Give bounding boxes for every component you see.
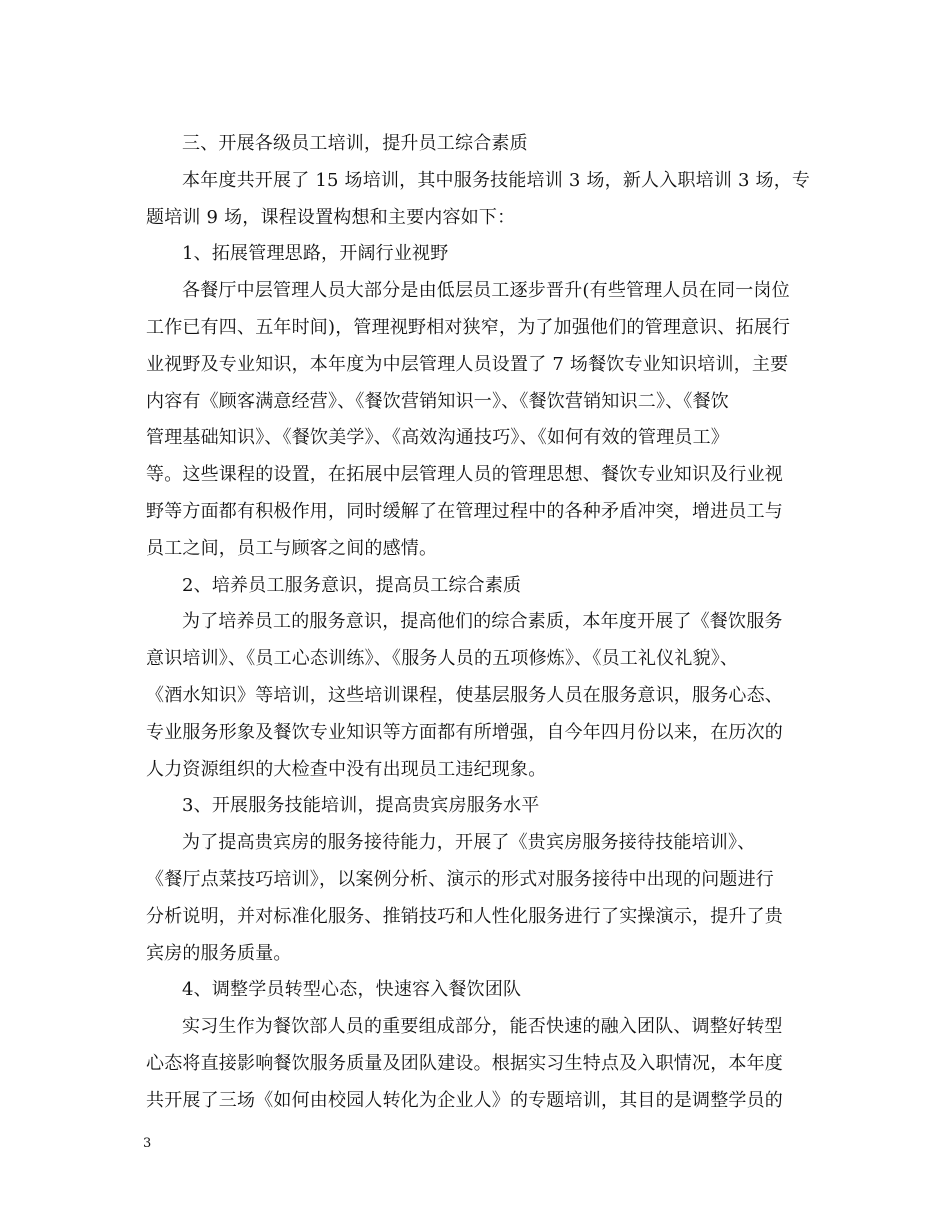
document-body xyxy=(146,126,810,1120)
text-line: 《餐厅点菜技巧培训》，以案例分析、演示的形式对服务接待中出现的问题进行 xyxy=(146,868,774,890)
page-number: 3 xyxy=(143,1136,152,1151)
text-line: 为了培养员工的服务意识，提高他们的综合素质，本年度开展了《餐饮服务 xyxy=(182,611,783,633)
text-line: 分析说明，并对标准化服务、推销技巧和人性化服务进行了实操演示，提升了贵 xyxy=(146,905,783,927)
text-line: 为了提高贵宾房的服务接待能力，开展了《贵宾房服务接待技能培训》、 xyxy=(182,832,756,854)
text-line: 员工之间，员工与顾客之间的感情。 xyxy=(146,537,438,559)
text-line: 1、拓展管理思路，开阔行业视野 xyxy=(182,243,449,265)
text-line: 本年度共开展了 15 场培训，其中服务技能培训 3 场，新人入职培训 3 场，专 xyxy=(182,169,811,191)
text-line: 意识培训》、《员工心态训练》、《服务人员的五项修炼》、《员工礼仪礼貌》、 xyxy=(146,648,739,670)
text-line: 内容有《顾客满意经营》、《餐饮营销知识一》、《餐饮营销知识二》、《餐饮 xyxy=(146,390,729,412)
text-line: 管理基础知识》、《餐饮美学》、《高效沟通技巧》、《如何有效的管理员工》 xyxy=(146,427,729,449)
text-line: 题培训 9 场，课程设置构想和主要内容如下： xyxy=(146,206,516,228)
text-line: 专业服务形象及餐饮专业知识等方面都有所增强，自今年四月份以来，在历次的 xyxy=(146,721,783,743)
text-line: 三、开展各级员工培训，提升员工综合素质 xyxy=(182,133,528,154)
text-line: 心态将直接影响餐饮服务质量及团队建设。根据实习生特点及入职情况，本年度 xyxy=(146,1052,783,1074)
text-line: 2、培养员工服务意识，提高员工综合素质 xyxy=(182,574,522,596)
text-line: 工作已有四、五年时间)，管理视野相对狭窄，为了加强他们的管理意识、拓展行 xyxy=(146,316,791,338)
text-line: 人力资源组织的大检查中没有出现员工违纪现象。 xyxy=(146,758,547,780)
text-line: 各餐厅中层管理人员大部分是由低层员工逐步晋升(有些管理人员在同一岗位 xyxy=(182,280,790,302)
text-line: 等。这些课程的设置，在拓展中层管理人员的管理思想、餐饮专业知识及行业视 xyxy=(146,464,783,486)
text-line: 4、调整学员转型心态，快速容入餐饮团队 xyxy=(182,979,522,1001)
text-line: 业视野及专业知识，本年度为中层管理人员设置了 7 场餐饮专业知识培训，主要 xyxy=(146,353,789,375)
text-line: 共开展了三场《如何由校园人转化为企业人》的专题培训，其目的是调整学员的 xyxy=(146,1089,783,1111)
text-line: 《酒水知识》等培训，这些培训课程，使基层服务人员在服务意识，服务心态、 xyxy=(146,684,783,706)
text-line: 野等方面都有积极作用，同时缓解了在管理过程中的各种矛盾冲突，增进员工与 xyxy=(146,500,783,522)
text-line: 宾房的服务质量。 xyxy=(146,942,292,964)
text-line: 3、开展服务技能培训，提高贵宾房服务水平 xyxy=(182,795,540,817)
text-line: 实习生作为餐饮部人员的重要组成部分，能否快速的融入团队、调整好转型 xyxy=(182,1016,783,1038)
